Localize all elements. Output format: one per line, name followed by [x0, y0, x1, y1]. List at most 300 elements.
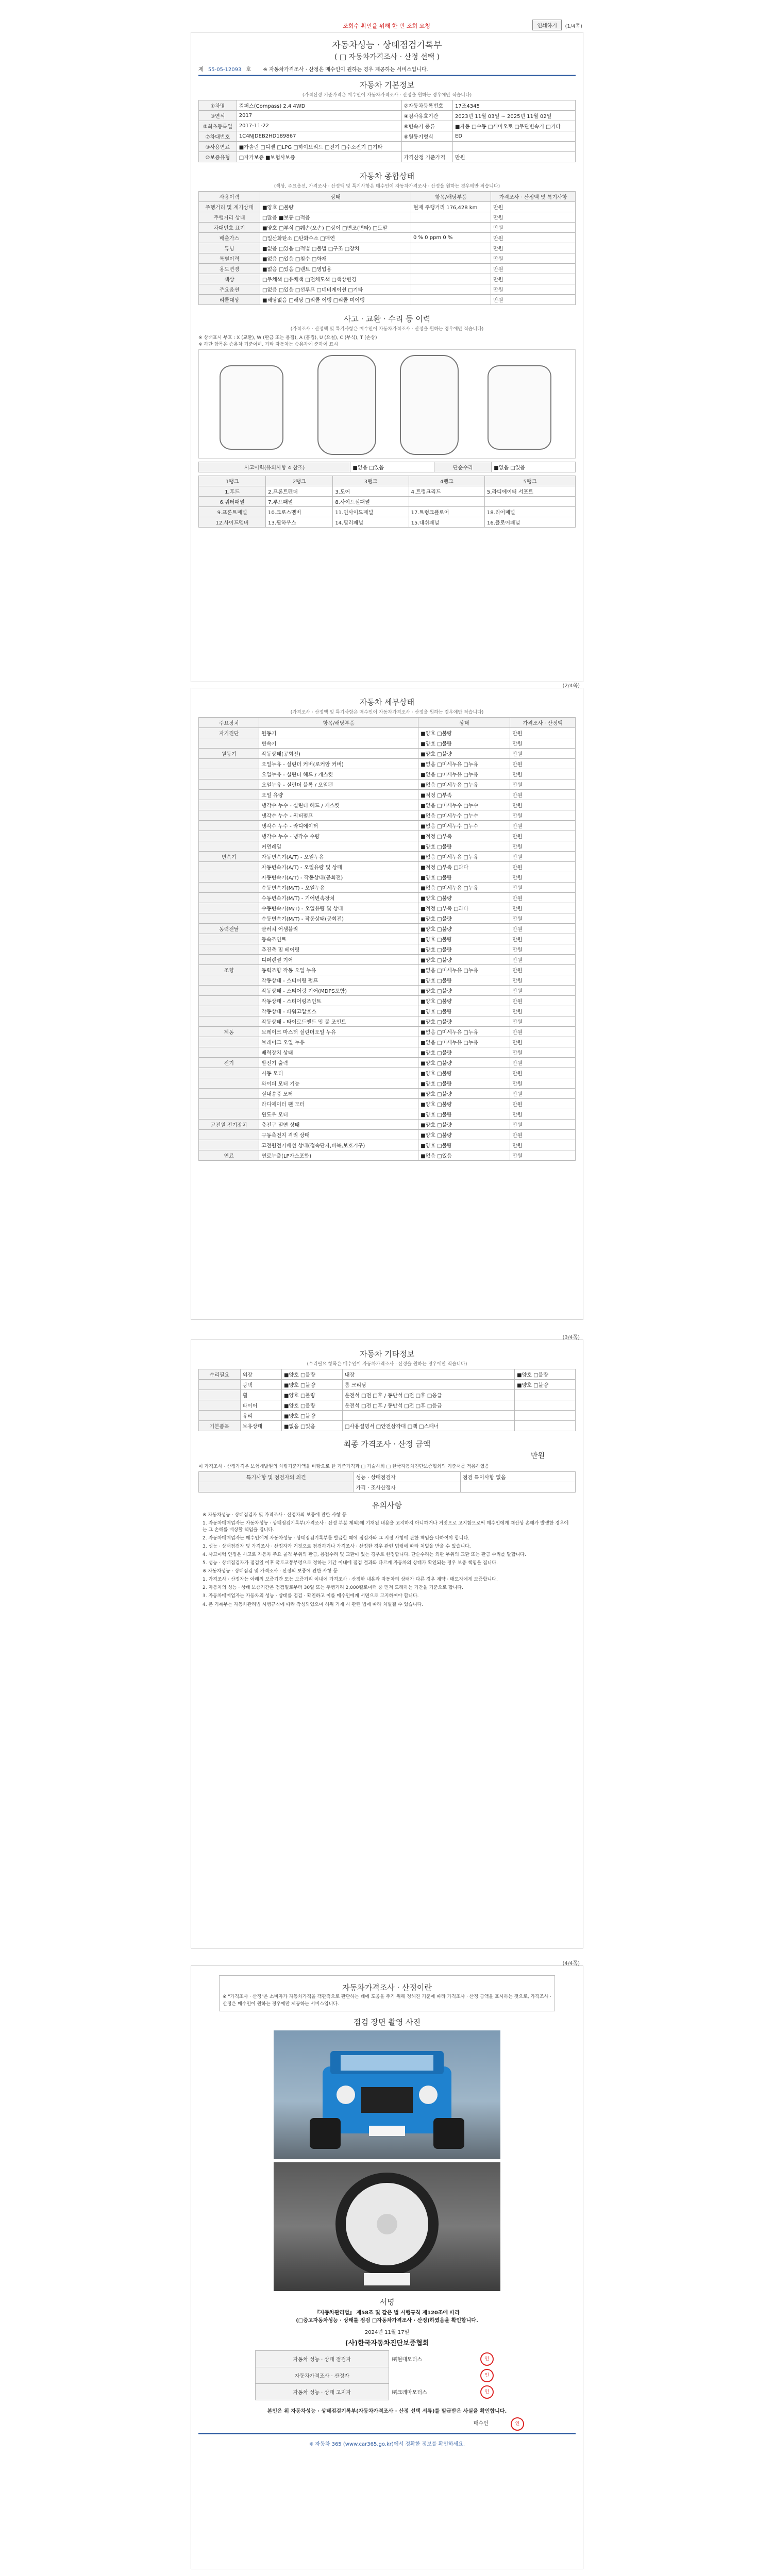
overall-table	[198, 191, 576, 305]
detail-cell	[199, 841, 259, 852]
outer-row	[199, 517, 576, 528]
detail-table	[198, 717, 576, 1161]
outer-header-cell: 4랭크	[409, 476, 484, 486]
accident-note-2: ※ 하단 항목은 승용차 기준이며, 기타 자동차는 승용차에 준하여 표시	[198, 342, 338, 347]
detail-cell: 만원	[510, 955, 576, 965]
detail-cell	[199, 1006, 259, 1016]
detail-cell: ■양호 □불량	[418, 893, 510, 903]
overall-cell	[411, 253, 491, 264]
detail-cell: ■양호 □불량	[418, 1006, 510, 1016]
buyer-label: 매수인	[473, 2421, 489, 2427]
detail-cell: ■양호 □불량	[418, 1089, 510, 1099]
note-item: 4. 사고이력 인정은 사고로 자동차 주요 골격 부위의 판금, 용접수리 및 교환이 있는 경우로 한정합니다. 단순수리는 외판 부위의 교환 또는 판금 수리를 말합니다.	[203, 1552, 526, 1558]
detail-cell: ■양호 □불량	[418, 872, 510, 883]
other-cell	[342, 1411, 514, 1421]
detail-row	[199, 800, 576, 810]
detail-cell	[199, 944, 259, 955]
note-item: ※ 자동차성능 · 상태점검 및 가격조사 · 산정의 보증에 관한 사항 등	[203, 1569, 338, 1574]
overall-cell: □많음 ■보통 □적음	[260, 212, 411, 223]
detail-cell: 만원	[510, 728, 576, 738]
seal-stamp: 인	[480, 2352, 494, 2366]
basic-cell: 만원	[453, 152, 576, 162]
detail-cell: 만원	[510, 1099, 576, 1109]
detail-cell: ■양호 □불량	[418, 986, 510, 996]
detail-row	[199, 1058, 576, 1068]
detail-row	[199, 913, 576, 924]
outer-cell: 4.트렁크리드	[409, 486, 484, 497]
other-row	[199, 1390, 576, 1400]
detail-row	[199, 1089, 576, 1099]
buyer-confirm-note: 본인은 위 자동차성능 · 상태점검기록부(자동차가격조사 · 산정 선택 서류)를 발급받은 사실을 확인합니다.	[267, 2409, 507, 2414]
price-info-box	[219, 1975, 555, 2011]
detail-cell: 만원	[510, 759, 576, 769]
detail-cell: 실내송풍 모터	[259, 1089, 418, 1099]
detail-cell: ■없음 □미세누유 □누유	[418, 965, 510, 975]
basic-cell: 2017	[237, 111, 401, 121]
checker-cell: 특기사항 및 점검자의 의견	[199, 1472, 354, 1482]
detail-row	[199, 883, 576, 893]
detail-cell: 전기	[199, 1058, 259, 1068]
basic-row	[199, 100, 576, 111]
other-cell: 운전석 □전 □후 / 동반석 □전 □후 □응급	[342, 1390, 514, 1400]
detail-cell	[199, 975, 259, 986]
signer-cell: ㈜크레마모터스	[392, 2390, 427, 2396]
detail-cell	[199, 759, 259, 769]
detail-cell: ■양호 □불량	[418, 996, 510, 1006]
other-row	[199, 1400, 576, 1411]
basic-row	[199, 142, 576, 152]
basic-cell: □자가보증 ■보험사보증	[237, 152, 401, 162]
detail-cell: 라디에이터 팬 모터	[259, 1099, 418, 1109]
other-cell	[515, 1421, 576, 1431]
detail-cell: 만원	[510, 934, 576, 944]
overall-cell: 만원	[491, 243, 576, 253]
detail-row	[199, 1027, 576, 1037]
detail-cell: ■적정 □부족	[418, 831, 510, 841]
note-item: 3. 성능 · 상태점검자 및 가격조사 · 산정자가 거짓으로 점검하거나 가격조사 · 산정한 경우 관련 법령에 따라 처벌을 받을 수 있습니다.	[203, 1544, 471, 1550]
outer-cell: 7.루프패널	[266, 497, 333, 507]
overall-row	[199, 274, 576, 284]
detail-row	[199, 1140, 576, 1150]
other-cell: 타이어	[240, 1400, 282, 1411]
detail-row	[199, 852, 576, 862]
detail-row	[199, 779, 576, 790]
detail-row	[199, 955, 576, 965]
signer-row	[255, 2384, 518, 2400]
overall-cell: ■해당없음 □해당 □리콜 이행 □리콜 미이행	[260, 295, 411, 305]
photo-title: 점검 장면 촬영 사진	[353, 2018, 421, 2027]
other-row	[199, 1380, 576, 1390]
overall-cell: 만원	[491, 295, 576, 305]
other-cell: ■양호 □불량	[282, 1369, 343, 1380]
document-title: 자동차성능 · 상태점검기록부	[332, 40, 442, 50]
detail-cell: 제동	[199, 1027, 259, 1037]
record-no-label: 제	[198, 67, 204, 73]
detail-cell	[199, 955, 259, 965]
overall-row	[199, 295, 576, 305]
basic-row	[199, 131, 576, 142]
detail-cell: 만원	[510, 996, 576, 1006]
detail-cell: 충전구 절연 상태	[259, 1120, 418, 1130]
detail-cell: 배력장치 상태	[259, 1047, 418, 1058]
detail-cell: 자기진단	[199, 728, 259, 738]
checker-cell: 성능 · 상태점검자	[354, 1472, 460, 1482]
detail-row	[199, 872, 576, 883]
detail-cell: 고전원전기배선 상태(접속단자,피복,보호기구)	[259, 1140, 418, 1150]
history-value: ■없음 □있음	[350, 462, 434, 472]
detail-row	[199, 944, 576, 955]
detail-row	[199, 1068, 576, 1078]
outer-cell: 9.프론트패널	[199, 507, 266, 517]
detail-cell: 만원	[510, 1047, 576, 1058]
overall-row	[199, 233, 576, 243]
basic-cell: 1C4NJDEB2HD189867	[237, 131, 401, 142]
detail-cell	[199, 1037, 259, 1047]
detail-cell: ■없음 □미세누수 □누수	[418, 800, 510, 810]
detail-cell: ■없음 □미세누수 □누수	[418, 821, 510, 831]
detail-cell: 만원	[510, 924, 576, 934]
final-price-note: 이 가격조사 · 산정가격은 보험개발원의 차량기준가액을 바탕으로 한 기준가격과 □ 기술사회 □ 한국자동차진단보증협회의 기준서를 적용하였음	[198, 1464, 490, 1469]
overall-cell: 만원	[491, 284, 576, 295]
detail-cell: 만원	[510, 1016, 576, 1027]
print-button[interactable]: 인쇄하기	[532, 20, 562, 30]
other-cell	[515, 1411, 576, 1421]
other-cell	[199, 1390, 241, 1400]
detail-cell: ■양호 □불량	[418, 1109, 510, 1120]
overall-cell: 만원	[491, 253, 576, 264]
detail-cell: ■양호 □불량	[418, 1078, 510, 1089]
overall-cell: 만원	[491, 233, 576, 243]
detail-row	[199, 862, 576, 872]
sign-text-2: (□중고자동차성능 · 상태를 점검 □자동차가격조사 · 산정)하였음을 확인합니다.	[296, 2318, 478, 2324]
overall-sub: (색상, 주요옵션, 가격조사 · 산정액 및 특기사항은 매수인이 자동차가격조사 · 산정을 원하는 경우에만 적습니다)	[274, 184, 500, 189]
detail-cell: 작동상태 - 파워고압호스	[259, 1006, 418, 1016]
detail-cell: 작동상태 - 타이로드엔드 및 볼 조인트	[259, 1016, 418, 1027]
overall-row	[199, 202, 576, 212]
basic-info-sub: (가격산정 기준가격은 매수인이 자동차가격조사 · 산정을 원하는 경우에만 적습니다)	[302, 93, 472, 98]
detail-cell: 오일누유 - 실린더 헤드 / 개스킷	[259, 769, 418, 779]
other-table	[198, 1369, 576, 1431]
signer-cell: 자동차가격조사 · 산정자	[255, 2367, 389, 2384]
overall-cell: 차대번호 표기	[199, 223, 260, 233]
detail-cell: 만원	[510, 738, 576, 749]
detail-cell: 수동변속기(M/T) - 오일유량 및 상태	[259, 903, 418, 913]
detail-cell	[199, 1099, 259, 1109]
other-cell	[199, 1400, 241, 1411]
other-cell: 운전석 □전 □후 / 동반석 □전 □후 □응급	[342, 1400, 514, 1411]
outer-row	[199, 486, 576, 497]
page-4	[191, 1961, 583, 2569]
detail-cell: 냉각수 누수 - 워터펌프	[259, 810, 418, 821]
outer-header-cell: 2랭크	[266, 476, 333, 486]
basic-cell: ⑩보증유형	[199, 152, 237, 162]
detail-cell: ■양호 □불량	[418, 1099, 510, 1109]
detail-header-cell: 주요장치	[199, 718, 259, 728]
outer-header-cell: 5랭크	[484, 476, 575, 486]
basic-cell: ■자동 □수동 □세미오토 □무단변속기 □기타	[453, 121, 576, 131]
basic-cell: ED	[453, 131, 576, 142]
car-diagram	[198, 349, 576, 459]
detail-cell: 만원	[510, 779, 576, 790]
other-cell: 보유상태	[240, 1421, 282, 1431]
detail-row	[199, 831, 576, 841]
overall-cell	[411, 264, 491, 274]
detail-cell: ■양호 □불량	[418, 944, 510, 955]
detail-cell: 만원	[510, 1078, 576, 1089]
sign-company: (사)한국자동차진단보증협회	[345, 2340, 429, 2347]
detail-cell: ■없음 □미세누유 □누유	[418, 1037, 510, 1047]
detail-cell	[199, 1089, 259, 1099]
top-bar	[191, 20, 582, 31]
detail-cell: 자동변속기(A/T) - 오일유량 및 상태	[259, 862, 418, 872]
overall-cell: 색상	[199, 274, 260, 284]
note-item: 1. 자동차매매업자는 자동차성능 · 상태점검기록부(가격조사 · 산정 부분 제외)에 기재된 내용을 고지하지 아니하거나 거짓으로 고지함으로써 매수인에게 재산상 손해가 발생한 경우에는 그 손해를 배상할 책임을 집니다.	[203, 1521, 569, 1533]
detail-cell: ■없음 □미세누유 □누유	[418, 759, 510, 769]
basic-cell: ⑧원동기형식	[401, 131, 453, 142]
other-cell: 광택	[240, 1380, 282, 1390]
signer-cell: 자동차 성능 · 상태 점검자	[255, 2351, 389, 2367]
detail-cell: ■양호 □불량	[418, 841, 510, 852]
overall-cell: 용도변경	[199, 264, 260, 274]
record-no-suffix: 호	[246, 67, 251, 73]
accident-title: 사고 · 교환 · 수리 등 이력	[343, 314, 431, 324]
page-2-count: (2/4쪽)	[562, 683, 580, 689]
detail-cell: 만원	[510, 1109, 576, 1120]
overall-cell	[411, 295, 491, 305]
checker-cell	[460, 1482, 575, 1493]
note-item: 4. 본 기록부는 자동차관리법 시행규칙에 따라 작성되었으며 허위 기재 시 관련 법에 따라 처벌될 수 있습니다.	[203, 1602, 424, 1607]
outer-cell: 6.쿼터패널	[199, 497, 266, 507]
page-1	[191, 32, 583, 682]
basic-cell: ①차명	[199, 100, 237, 111]
signer-stamp-cell	[477, 2384, 519, 2400]
other-cell: ■양호 □불량	[515, 1369, 576, 1380]
detail-cell: 만원	[510, 862, 576, 872]
final-price-title: 최종 가격조사 · 산정 금액	[343, 1439, 431, 1449]
overall-header-cell: 상태	[260, 192, 411, 202]
detail-cell: 와이퍼 모터 기능	[259, 1078, 418, 1089]
checker-cell: 점검 특이사항 없음	[460, 1472, 575, 1482]
detail-cell: 작동상태 - 스티어링조인트	[259, 996, 418, 1006]
detail-row	[199, 790, 576, 800]
detail-cell: 변속기	[259, 738, 418, 749]
outer-cell: 15.대쉬패널	[409, 517, 484, 528]
other-cell: ■양호 □불량	[515, 1380, 576, 1390]
detail-header-cell: 가격조사 · 산정액	[510, 718, 576, 728]
detail-cell: 연료누출(LP가스포함)	[259, 1150, 418, 1161]
detail-row	[199, 986, 576, 996]
detail-cell	[199, 1016, 259, 1027]
detail-cell: 수동변속기(M/T) - 오일누유	[259, 883, 418, 893]
detail-row	[199, 975, 576, 986]
detail-cell	[199, 862, 259, 872]
page-2	[191, 683, 583, 1320]
basic-row	[199, 121, 576, 131]
overall-cell: 주요옵션	[199, 284, 260, 295]
detail-row	[199, 749, 576, 759]
detail-sub: (가격조사 · 산정액 및 특기사항은 매수인이 자동차가격조사 · 산정을 원하는 경우에만 적습니다)	[290, 710, 484, 715]
detail-cell: 만원	[510, 831, 576, 841]
note-item: 3. 자동차매매업자는 자동차의 성능 · 상태를 점검 · 확인하고 이를 매수인에게 서면으로 고지하여야 합니다.	[203, 1594, 419, 1599]
overall-cell	[411, 243, 491, 253]
detail-cell: 구동축전지 격리 상태	[259, 1130, 418, 1140]
sign-text-1: 『자동차관리법』 제58조 및 같은 법 시행규칙 제120조에 따라	[314, 2310, 460, 2316]
car-top-view-rear	[400, 355, 459, 455]
detail-cell: ■양호 □불량	[418, 738, 510, 749]
basic-row	[199, 111, 576, 121]
other-sub: (수리필요 항목은 매수인이 자동차가격조사 · 산정을 원하는 경우에만 적습니다)	[307, 1362, 467, 1367]
detail-cell	[199, 893, 259, 903]
signer-row	[255, 2351, 518, 2367]
overall-header-cell: 가격조사 · 산정액 및 특기사항	[491, 192, 576, 202]
detail-cell: 수동변속기(M/T) - 기어변속장치	[259, 893, 418, 903]
other-row	[199, 1369, 576, 1380]
overall-cell	[411, 212, 491, 223]
detail-row	[199, 810, 576, 821]
detail-cell: 만원	[510, 841, 576, 852]
note-item: 1. 가격조사 · 산정자는 아래의 보증기간 또는 보증거리 이내에 가격조사 · 산정한 내용과 자동차의 상태가 다른 경우 계약 · 매도자에게 보증합니다.	[203, 1577, 498, 1583]
detail-row	[199, 996, 576, 1006]
car-top-view-front	[317, 355, 376, 455]
signer-row	[255, 2367, 518, 2384]
basic-cell: ⑤최초등록일	[199, 121, 237, 131]
detail-cell: 동력전달	[199, 924, 259, 934]
outer-row	[199, 507, 576, 517]
signer-stamp-cell	[477, 2367, 519, 2384]
overall-cell: 만원	[491, 223, 576, 233]
detail-cell: 만원	[510, 1130, 576, 1140]
basic-cell: ⑨사용연료	[199, 142, 237, 152]
inspection-photo-rear	[274, 2162, 500, 2291]
detail-cell: 만원	[510, 975, 576, 986]
outer-cell: 17.트렁크플로어	[409, 507, 484, 517]
detail-cell: 고전원 전기장치	[199, 1120, 259, 1130]
overall-header-row	[199, 192, 576, 202]
detail-cell	[199, 883, 259, 893]
overall-cell: ■양호 □불량	[260, 202, 411, 212]
signers-table	[255, 2350, 519, 2400]
detail-row	[199, 1130, 576, 1140]
detail-cell: 작동상태 - 스티어링 펌프	[259, 975, 418, 986]
outer-cell: 8.사이드실패널	[333, 497, 409, 507]
detail-cell: ■양호 □불량	[418, 1140, 510, 1150]
basic-cell	[453, 142, 576, 152]
inspection-photo-front	[274, 2030, 500, 2159]
detail-cell	[199, 903, 259, 913]
detail-row	[199, 738, 576, 749]
other-title: 자동차 기타정보	[359, 1349, 415, 1359]
checker-cell: 가격 · 조사산정자	[354, 1482, 460, 1493]
detail-row	[199, 1006, 576, 1016]
other-cell	[199, 1380, 241, 1390]
detail-cell: ■양호 □불량	[418, 728, 510, 738]
detail-cell	[199, 1140, 259, 1150]
overall-row	[199, 284, 576, 295]
signer-cell: 자동차 성능 · 상태 고지자	[255, 2384, 389, 2400]
basic-cell: ⑥변속기 종류	[401, 121, 453, 131]
detail-row	[199, 1099, 576, 1109]
checker-row	[199, 1472, 576, 1482]
detail-cell: 연료	[199, 1150, 259, 1161]
overall-cell: ■없음 □있음 □적법 □불법 □구조 □장치	[260, 243, 411, 253]
detail-cell: 조향	[199, 965, 259, 975]
detail-cell: 냉각수 누수 - 냉각수 수량	[259, 831, 418, 841]
simple-repair-value: ■없음 □있음	[492, 462, 576, 472]
note-item: 5. 성능 · 상태점검자가 점검일 이후 국토교통부령으로 정하는 기간 이내에 점검 결과와 다르게 자동차의 상태가 확인되는 경우 보증 책임을 집니다.	[203, 1561, 498, 1566]
overall-cell: ■양호 □부식 □훼손(오손) □상이 □변조(변타) □도말	[260, 223, 411, 233]
detail-cell: 등속조인트	[259, 934, 418, 944]
page-4-count: (4/4쪽)	[562, 1961, 580, 1967]
history-label: 사고이력(유의사항 4 참조)	[199, 462, 350, 472]
checker-table	[198, 1471, 576, 1493]
detail-cell	[199, 996, 259, 1006]
detail-cell: ■양호 □불량	[418, 924, 510, 934]
detail-cell: ■양호 □불량	[418, 913, 510, 924]
note-item: 2. 자동차의 성능 · 상태 보증기간은 점검일로부터 30일 또는 주행거리 2,000킬로미터 중 먼저 도래하는 기간을 기준으로 합니다.	[203, 1585, 463, 1591]
overall-cell: 배출가스	[199, 233, 260, 243]
outer-cell: 12.사이드멤버	[199, 517, 266, 528]
detail-row	[199, 965, 576, 975]
outer-cell: 1.후드	[199, 486, 266, 497]
signer-cell: ㈜현대모터스	[392, 2357, 423, 2363]
detail-header-row	[199, 718, 576, 728]
outer-cell: 3.도어	[333, 486, 409, 497]
detail-row	[199, 1120, 576, 1130]
detail-cell	[199, 1109, 259, 1120]
outer-panel-table	[198, 476, 576, 528]
detail-cell: 만원	[510, 790, 576, 800]
overall-cell: □일산화탄소 □탄화수소 □매연	[260, 233, 411, 243]
basic-cell: 2023년 11월 03일 ~ 2025년 11월 02일	[453, 111, 576, 121]
other-cell: 룸 크리닝	[342, 1380, 514, 1390]
seal-stamp: 인	[480, 2369, 494, 2382]
other-row	[199, 1421, 576, 1431]
detail-cell: ■없음 □미세누유 □누유	[418, 1027, 510, 1037]
detail-cell	[199, 1047, 259, 1058]
page-count: (1/4쪽)	[565, 24, 582, 29]
detail-cell: ■양호 □불량	[418, 749, 510, 759]
outer-cell: 14.필러패널	[333, 517, 409, 528]
detail-cell: 만원	[510, 1089, 576, 1099]
basic-cell: ②자동차등록번호	[401, 100, 453, 111]
record-number-row	[198, 65, 576, 73]
other-cell: ■양호 □불량	[282, 1380, 343, 1390]
basic-cell: ④검사유효기간	[401, 111, 453, 121]
detail-cell: ■적정 □부족 □과다	[418, 903, 510, 913]
page-3-count: (3/4쪽)	[562, 1335, 580, 1341]
page-3	[191, 1335, 583, 1948]
detail-cell	[199, 872, 259, 883]
detail-cell: 만원	[510, 1027, 576, 1037]
service-notice: ※ 자동차가격조사 · 산정은 매수인이 원하는 경우 제공하는 서비스입니다.	[263, 67, 428, 73]
detail-cell: 만원	[510, 810, 576, 821]
detail-cell: ■양호 □불량	[418, 1130, 510, 1140]
footer-note: ※ 자동차 365 (www.car365.go.kr)에서 정확한 정보를 확인하세요.	[309, 2442, 465, 2447]
detail-cell	[199, 738, 259, 749]
detail-cell: 만원	[510, 1006, 576, 1016]
detail-cell: 시동 모터	[259, 1068, 418, 1078]
detail-cell: ■없음 □있음	[418, 1150, 510, 1161]
overall-row	[199, 223, 576, 233]
overall-row	[199, 212, 576, 223]
overall-cell: ■없음 □있음 □렌트 □영업용	[260, 264, 411, 274]
detail-cell: 발전기 출력	[259, 1058, 418, 1068]
footer-divider	[198, 2433, 576, 2434]
accident-history-table	[198, 462, 576, 472]
detail-row	[199, 893, 576, 903]
detail-cell: ■없음 □미세누유 □누유	[418, 852, 510, 862]
detail-cell: ■양호 □불량	[418, 1068, 510, 1078]
